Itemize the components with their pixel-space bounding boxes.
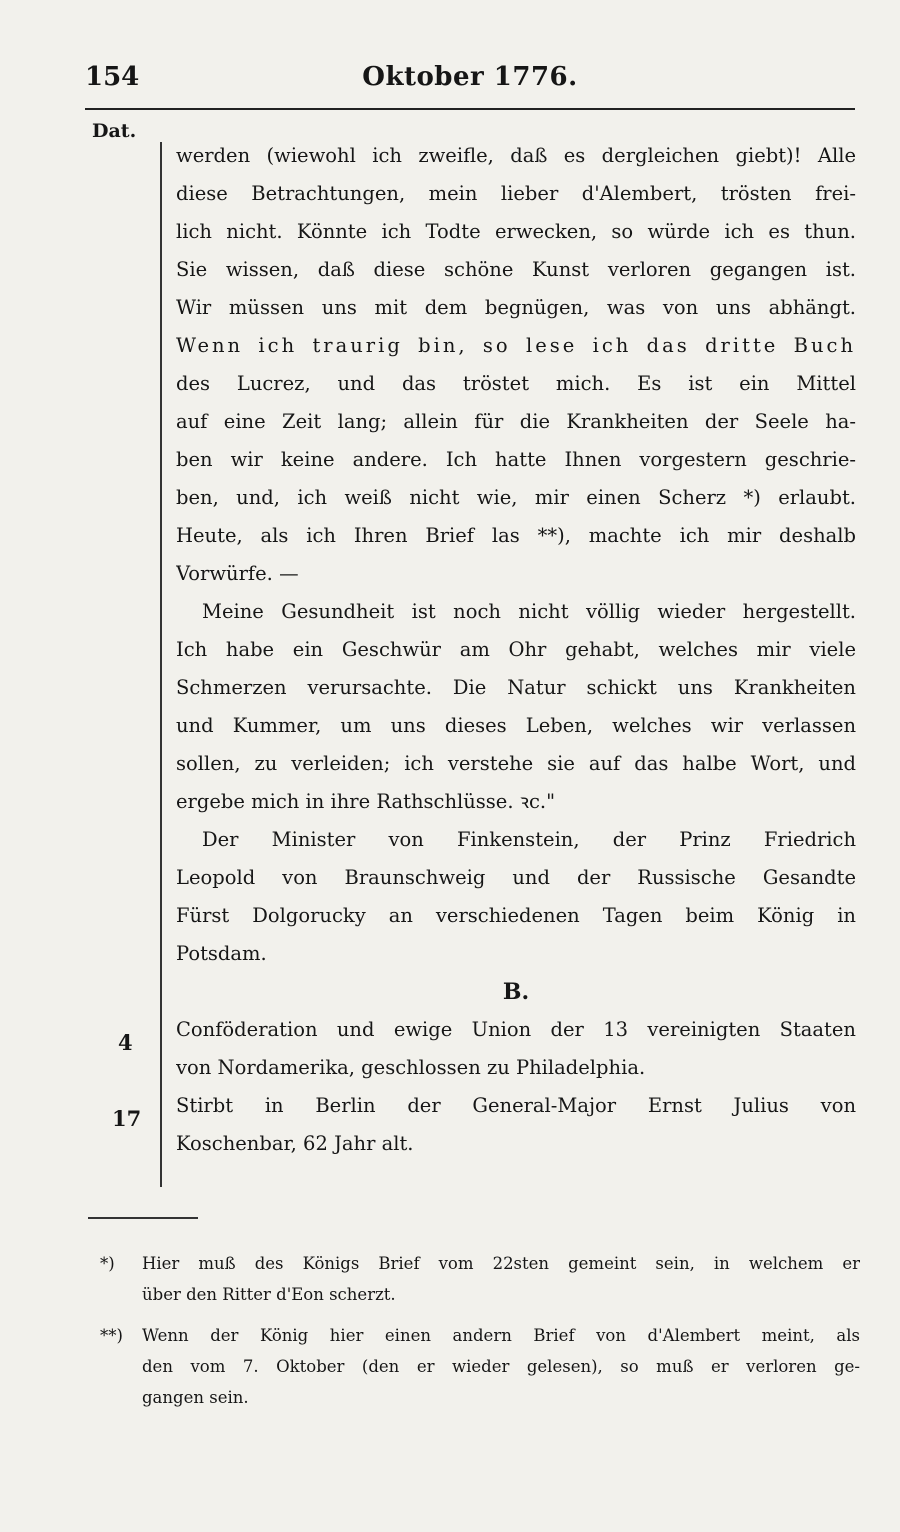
page-number: 154	[85, 62, 140, 92]
day-marker: 4	[118, 1030, 133, 1055]
text-line: Conföderation und ewige Union der 13 vereinigten Staaten	[176, 1018, 856, 1041]
date-column-divider	[160, 142, 162, 1187]
footnotes	[100, 1248, 860, 1413]
footnote-line: den vom 7. Oktober (den er wieder gelesen), so muß er verloren ge-	[142, 1357, 860, 1376]
text-line: Der Minister von Finkenstein, der Prinz Friedrich	[202, 828, 856, 851]
text-line: ben, und, ich weiß nicht wie, mir einen Scherz *) erlaubt.	[176, 486, 856, 509]
text-line: des Lucrez, und das tröstet mich. Es ist ein Mittel	[176, 372, 856, 395]
text-line: werden (wiewohl ich zweifle, daß es dergleichen giebt)! Alle	[176, 144, 856, 167]
page-header	[85, 62, 855, 102]
text-line: Potsdam.	[176, 942, 267, 965]
text-line: Vorwürfe. —	[176, 562, 299, 585]
day-marker: 17	[112, 1106, 142, 1131]
footnote-mark: *)	[100, 1254, 115, 1273]
text-line: ben wir keine andere. Ich hatte Ihnen vorgestern geschrie-	[176, 448, 856, 471]
footnote	[100, 1248, 860, 1310]
text-line: Stirbt in Berlin der General-Major Ernst Julius von	[176, 1094, 856, 1117]
text-line: Leopold von Braunschweig und der Russische Gesandte	[176, 866, 856, 889]
text-line: lich nicht. Könnte ich Todte erwecken, so würde ich es thun.	[176, 220, 856, 243]
text-line: Wir müssen uns mit dem begnügen, was von uns abhängt.	[176, 296, 856, 319]
body-text	[176, 137, 856, 1163]
text-line: und Kummer, um uns dieses Leben, welches wir verlassen	[176, 714, 856, 737]
text-line: Fürst Dolgorucky an verschiedenen Tagen beim König in	[176, 904, 856, 927]
section-heading: B.	[502, 979, 530, 1005]
text-line: Ich habe ein Geschwür am Ohr gehabt, welches mir viele	[176, 638, 856, 661]
footnote-line: Wenn der König hier einen andern Brief von d'Alembert meint, als	[142, 1326, 860, 1345]
footnote-line: Hier muß des Königs Brief vom 22sten gemeint sein, in welchem er	[142, 1254, 860, 1273]
header-rule	[85, 108, 855, 110]
footnote-line: über den Ritter d'Eon scherzt.	[142, 1285, 396, 1304]
text-line: von Nordamerika, geschlossen zu Philadelphia.	[176, 1056, 646, 1079]
text-line: Schmerzen verursachte. Die Natur schickt uns Krankheiten	[176, 676, 856, 699]
text-line: Wenn ich traurig bin, so lese ich das dritte Buch	[176, 334, 856, 357]
text-line: Heute, als ich Ihren Brief las **), machte ich mir deshalb	[176, 524, 856, 547]
running-title: Oktober 1776.	[362, 62, 578, 92]
text-line: Sie wissen, daß diese schöne Kunst verloren gegangen ist.	[176, 258, 856, 281]
footnote-line: gangen sein.	[142, 1388, 249, 1407]
footnote-mark: **)	[100, 1326, 123, 1345]
text-line: ergebe mich in ihre Rathschlüsse. ꝛc."	[176, 790, 556, 813]
footnote-rule	[88, 1217, 198, 1219]
text-line: sollen, zu verleiden; ich verstehe sie auf das halbe Wort, und	[176, 752, 856, 775]
date-column-label: Dat.	[92, 120, 137, 142]
text-line: Koschenbar, 62 Jahr alt.	[176, 1132, 414, 1155]
footnote	[100, 1320, 860, 1413]
text-line: auf eine Zeit lang; allein für die Krankheiten der Seele ha-	[176, 410, 856, 433]
text-line: Meine Gesundheit ist noch nicht völlig wieder hergestellt.	[202, 600, 856, 623]
text-line: diese Betrachtungen, mein lieber d'Alembert, trösten frei-	[176, 182, 856, 205]
